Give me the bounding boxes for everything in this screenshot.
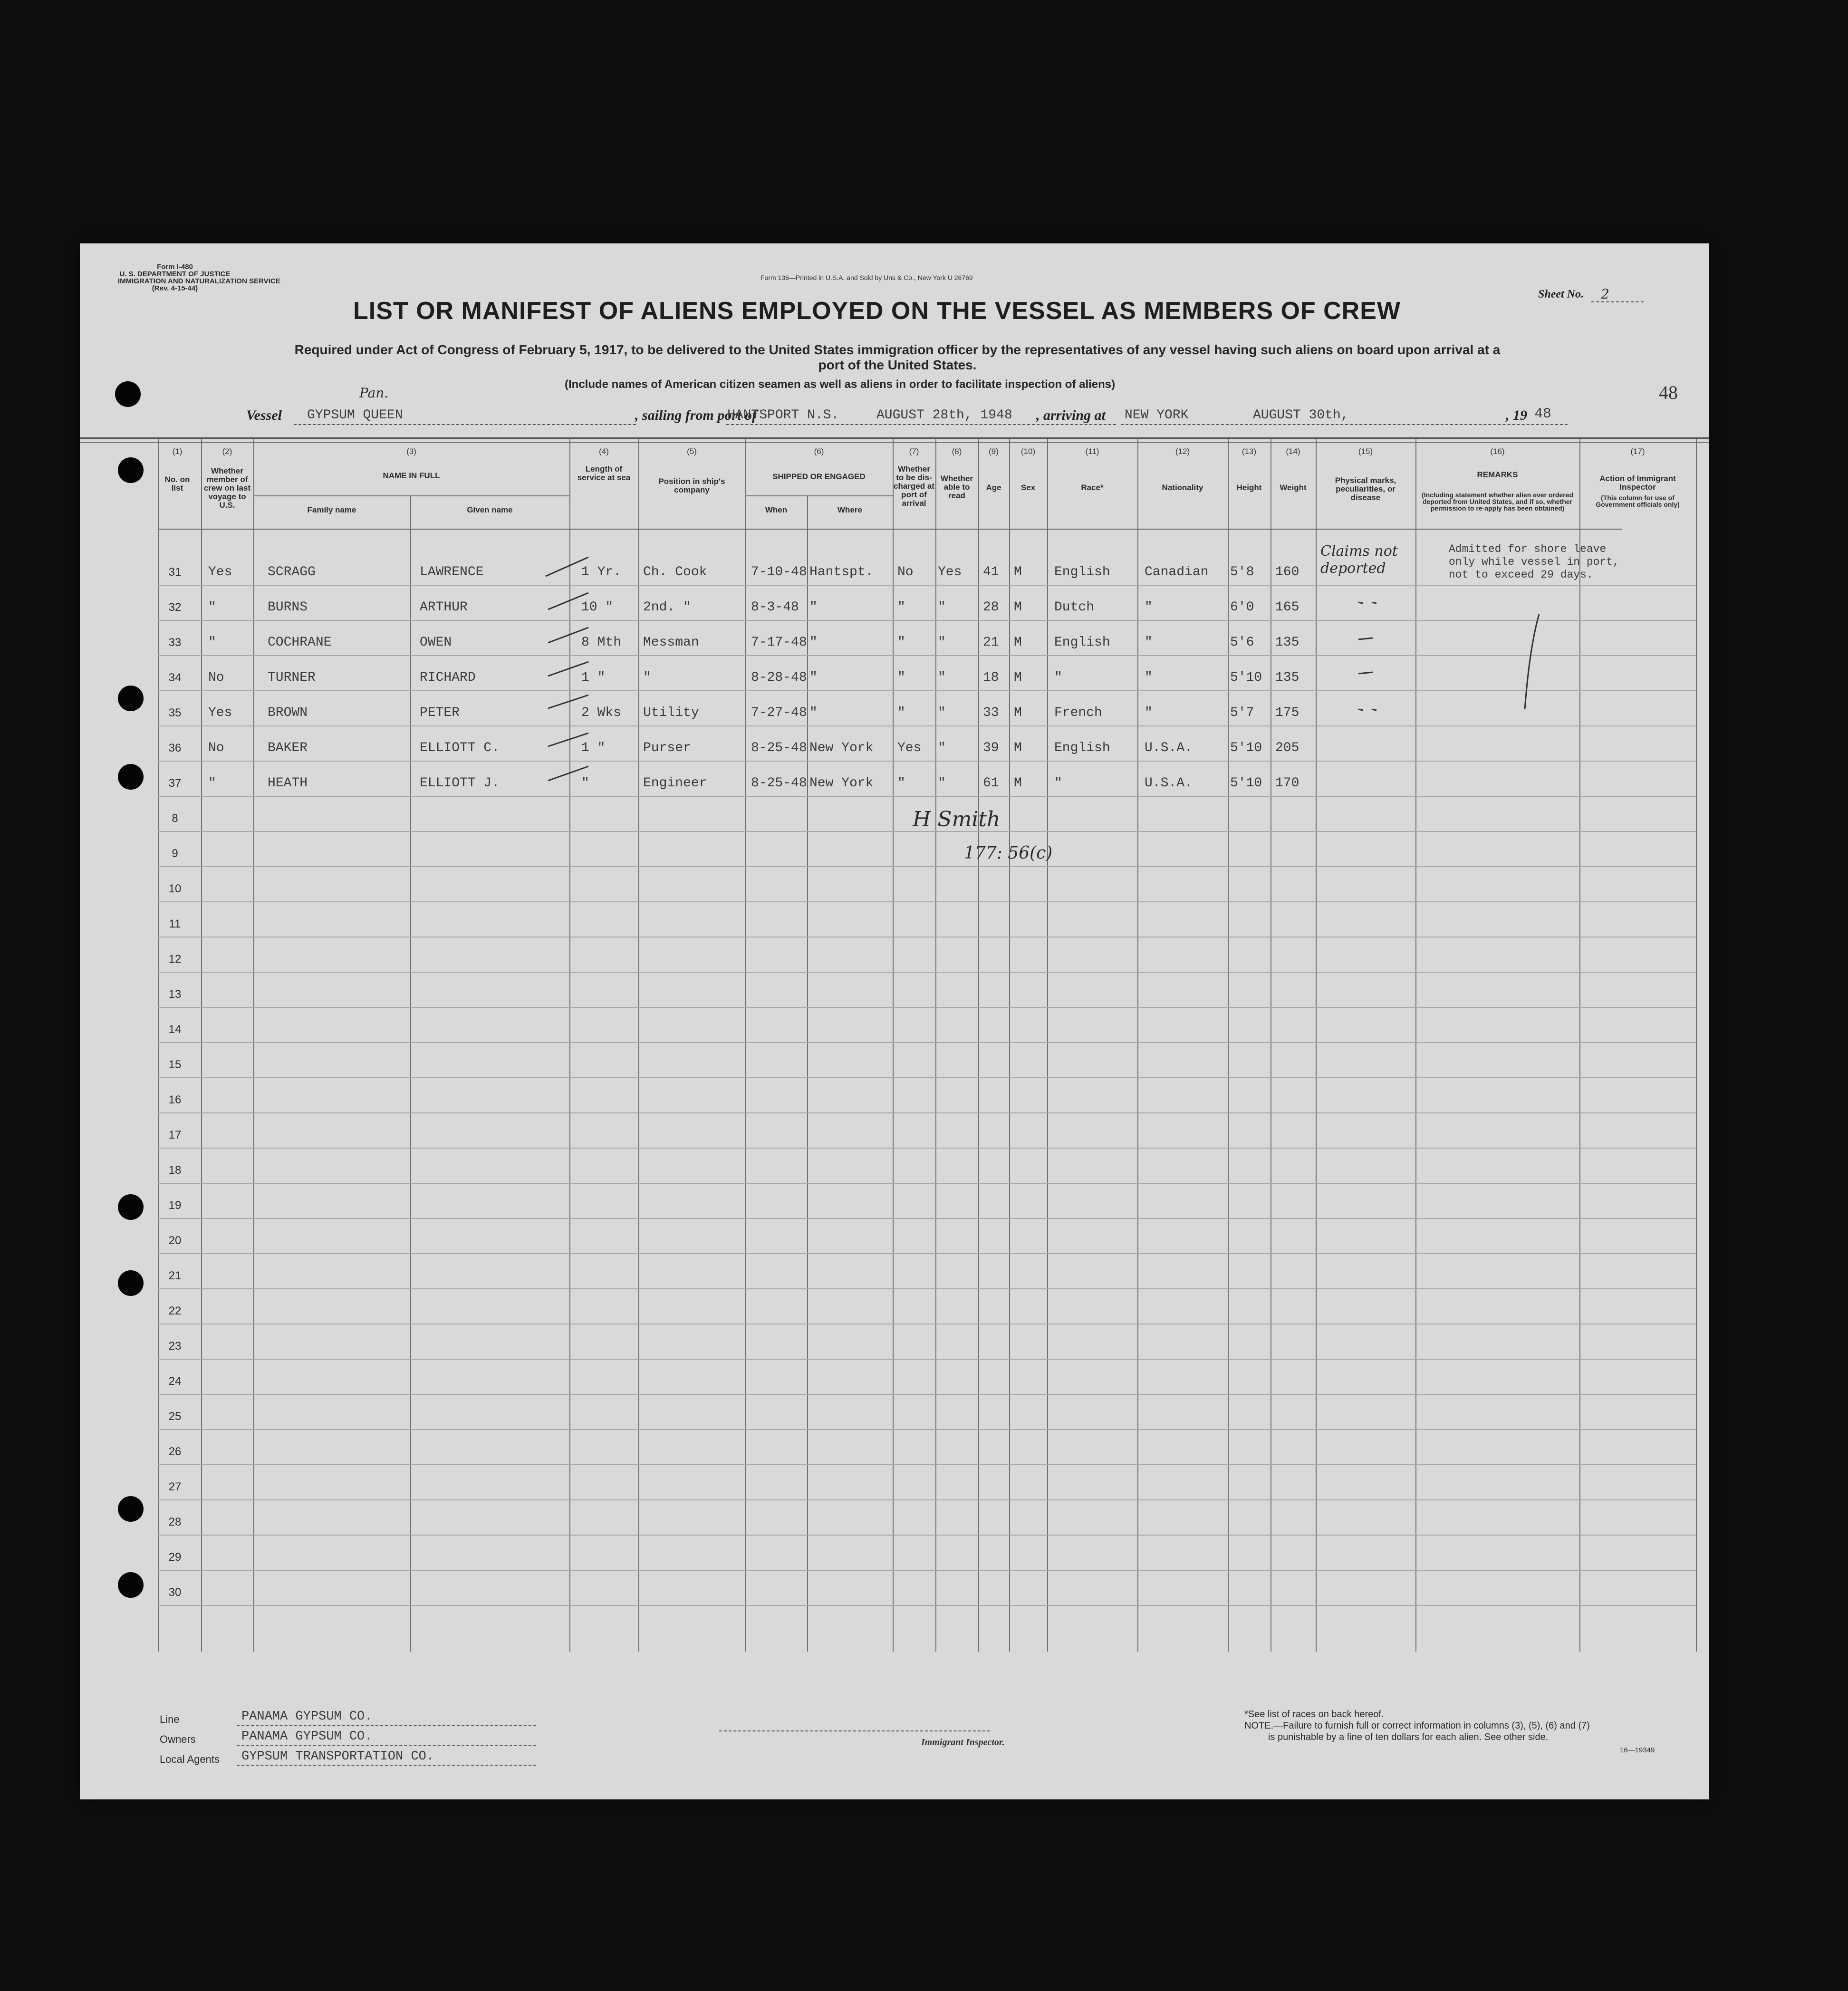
colhead-14: Weight [1280,483,1307,492]
cell-member: Yes [208,565,232,580]
cell-position: 2nd. " [643,600,691,615]
inspector-label: Immigrant Inspector. [921,1737,1005,1748]
form-number: Form I-480 [157,263,193,271]
subhead-given: Given name [467,505,513,514]
row-number: 22 [168,1305,182,1317]
inspector-signature: H Smith [913,807,1001,831]
cell-age: 21 [983,635,999,650]
cell-race: " [1054,776,1062,791]
check-mark [546,557,588,576]
cell-read: " [938,776,946,791]
check-mark [548,766,588,781]
manifest-sheet [80,243,1709,1799]
arriving-date: AUGUST 30th, [1253,408,1349,423]
cell-nationality: " [1145,670,1153,685]
row-number: 18 [168,1164,182,1177]
colhead-1: No. on list [164,475,190,493]
cell-sex: M [1014,635,1022,650]
cell-member: " [208,776,216,791]
check-mark [548,662,588,676]
penalty-note-2: is punishable by a fine of ten dollars for each alien. See other side. [1268,1732,1549,1742]
cell-read: Yes [938,565,962,580]
cell-sex: M [1014,741,1022,755]
row-number: 16 [168,1093,182,1106]
form-code: 16—19349 [1620,1746,1655,1754]
pen-stroke [1525,614,1539,709]
cell-position: Ch. Cook [643,565,707,580]
remarks-note: Admitted for shore leave only while vessel in port, not to exceed 29 days. [1449,543,1619,581]
cell-weight: 175 [1275,706,1299,720]
cell-discharged: " [897,776,905,791]
colnum-2: (2) [222,447,232,456]
colnum-6: (6) [814,447,824,456]
cell-sex: M [1014,600,1022,615]
colnum-15: (15) [1358,447,1373,456]
cell-discharged: " [897,600,905,615]
colnum-12: (12) [1175,447,1190,456]
cell-race: English [1054,565,1110,580]
page-title: LIST OR MANIFEST OF ALIENS EMPLOYED ON THE VESSEL AS MEMBERS OF CREW [353,297,1401,325]
printer-line: Form 136—Printed in U.S.A. and Sold by Uns & Co., New York U 26769 [760,274,973,281]
cell-service: 8 Mth [581,635,622,650]
cell-weight: 205 [1275,741,1299,755]
penalty-note-1: NOTE.—Failure to furnish full or correct information in columns (3), (5), (6) and (7) [1244,1720,1590,1731]
cell-race: " [1054,670,1062,685]
cell-discharged: " [897,706,905,720]
cell-service: 2 Wks [581,706,622,720]
cell-weight: 165 [1275,600,1299,615]
owners-label: Owners [160,1733,196,1745]
row-number: 34 [168,671,182,684]
inspector-line [719,1730,990,1731]
row-number: 37 [168,777,182,790]
required-line-1: Required under Act of Congress of February 5, 1917, to be delivered to the United States immigration officer by the representatives of any vessel having such aliens on board upon arrival at a [294,342,1501,357]
ditto-mark [1358,602,1376,603]
cell-nationality: " [1145,600,1153,615]
row-number: 36 [168,742,182,754]
colhead-13: Height [1236,483,1262,492]
cell-where: Hantspt. [809,565,874,580]
check-mark [548,733,588,746]
colnum-11: (11) [1085,447,1099,456]
colnum-8: (8) [952,447,962,456]
races-note: *See list of races on back hereof. [1244,1709,1384,1720]
cell-when: 8-3-48 [751,600,799,615]
cell-height: 5'10 [1230,741,1262,755]
cell-given: ELLIOTT J. [420,776,500,791]
cell-height: 5'8 [1230,565,1254,580]
row-number: 10 [168,882,182,895]
physical-marks-note: Claims not deported [1320,543,1398,577]
year-value: 48 [1534,406,1552,422]
include-note: (Include names of American citizen seamen as well as aliens in order to facilitate inspection of aliens) [565,378,1116,391]
cell-where: " [809,706,818,720]
cell-height: 5'7 [1230,706,1254,720]
cell-age: 33 [983,706,999,720]
page-number: 48 [1659,382,1678,403]
colhead-9: Age [986,483,1001,492]
row-number: 19 [168,1199,182,1212]
ditto-mark [1358,709,1376,710]
cell-nationality: Canadian [1145,565,1209,580]
cell-sex: M [1014,776,1022,791]
cell-discharged: No [897,565,914,580]
cell-age: 18 [983,670,999,685]
cell-nationality: U.S.A. [1145,776,1193,791]
colnum-1: (1) [172,447,183,456]
cell-race: English [1054,635,1110,650]
row-number: 14 [168,1023,182,1036]
cell-age: 61 [983,776,999,791]
cell-family: BROWN [268,706,308,720]
subhead-action-note: (This column for use of Government officials only) [1596,494,1680,508]
cell-when: 7-17-48 [751,635,807,650]
row-number: 32 [168,601,182,614]
year-label: , 19 [1506,407,1527,423]
row-number: 31 [168,566,182,579]
owners-value: PANAMA GYPSUM CO. [241,1730,373,1744]
cell-age: 41 [983,565,999,580]
cell-height: 5'6 [1230,635,1254,650]
row-number: 29 [168,1551,182,1564]
pen-marks [80,243,1709,1799]
cell-given: ARTHUR [420,600,468,615]
cell-family: HEATH [268,776,308,791]
cell-where: New York [809,741,874,755]
cell-read: " [938,741,946,755]
cell-member: No [208,741,224,755]
service: IMMIGRATION AND NATURALIZATION SERVICE [118,277,280,285]
row-number: 35 [168,706,182,719]
check-mark [548,593,588,609]
line-value: PANAMA GYPSUM CO. [241,1710,373,1724]
cell-given: ELLIOTT C. [420,741,500,755]
reference-number: 177: 56(c) [964,843,1053,863]
cell-weight: 135 [1275,635,1299,650]
colhead-17: Action of Immigrant Inspector [1599,474,1676,492]
cell-member: " [208,600,216,615]
row-number: 12 [168,953,182,966]
colnum-3: (3) [406,447,416,456]
colhead-2: Whether member of crew on last voyage to U.S. [203,466,251,510]
colnum-10: (10) [1020,447,1036,456]
cell-member: Yes [208,706,232,720]
row-number: 27 [168,1480,182,1493]
cell-service: 1 Yr. [581,565,622,580]
cell-service: " [581,776,589,791]
cell-read: " [938,635,946,650]
cell-member: " [208,635,216,650]
cell-discharged: " [897,670,905,685]
cell-height: 5'10 [1230,776,1262,791]
cell-weight: 160 [1275,565,1299,580]
cell-nationality: " [1145,635,1153,650]
cell-given: OWEN [420,635,452,650]
colhead-3: NAME IN FULL [383,471,440,480]
sailing-label: , sailing from port of [635,407,757,423]
cell-sex: M [1014,565,1022,580]
row-number: 23 [168,1340,182,1353]
row-number: 8 [172,812,178,825]
cell-position: Engineer [643,776,707,791]
cell-where: " [809,600,818,615]
cell-when: 8-25-48 [751,741,807,755]
row-number: 17 [168,1129,182,1141]
cell-when: 8-25-48 [751,776,807,791]
arriving-label: , arriving at [1036,407,1106,423]
cell-member: No [208,670,224,685]
sailing-port: HANTSPORT N.S. [727,408,839,423]
colhead-5: Position in ship's company [658,477,725,494]
colhead-8: Whether able to read [941,474,973,500]
cell-service: 1 " [581,741,606,755]
row-number: 11 [169,918,181,930]
agents-underline [237,1765,536,1766]
cell-age: 39 [983,741,999,755]
row-number: 20 [168,1234,182,1247]
cell-when: 8-28-48 [751,670,807,685]
cell-given: RICHARD [420,670,476,685]
cell-position: Utility [643,706,699,720]
vessel-label: Vessel [246,407,282,423]
row-number: 21 [168,1269,182,1282]
cell-read: " [938,670,946,685]
cell-weight: 135 [1275,670,1299,685]
row-number: 25 [168,1410,182,1423]
cell-race: English [1054,741,1110,755]
colnum-9: (9) [989,447,999,456]
cell-race: French [1054,706,1102,720]
subhead-family: Family name [307,505,356,514]
colhead-15: Physical marks, peculiarities, or disease [1335,476,1396,502]
cell-where: " [809,670,818,685]
agents-value: GYPSUM TRANSPORTATION CO. [241,1749,434,1764]
row-number: 24 [168,1375,182,1388]
colhead-12: Nationality [1162,483,1203,492]
revision: (Rev. 4-15-44) [152,284,198,292]
ditto-mark [1358,638,1373,639]
cell-given: PETER [420,706,460,720]
cell-height: 5'10 [1230,670,1262,685]
sheet-number: 2 [1601,286,1609,302]
cell-race: Dutch [1054,600,1095,615]
subhead-when: When [765,505,788,514]
colhead-16: REMARKS [1477,470,1518,479]
sailing-date: AUGUST 28th, 1948 [876,408,1012,423]
cell-family: BURNS [268,600,308,615]
cell-family: TURNER [268,670,316,685]
agents-label: Local Agents [160,1753,220,1765]
cell-position: Purser [643,741,691,755]
row-number: 26 [168,1445,182,1458]
colnum-14: (14) [1286,447,1300,456]
line-label: Line [160,1713,180,1725]
row-number: 33 [168,636,182,649]
check-mark [548,695,588,708]
colnum-5: (5) [687,447,697,456]
colnum-13: (13) [1242,447,1257,456]
cell-weight: 170 [1275,776,1299,791]
colnum-4: (4) [599,447,609,456]
cell-read: " [938,600,946,615]
row-number: 30 [168,1586,182,1599]
cell-read: " [938,706,946,720]
cell-position: " [643,670,651,685]
colnum-16: (16) [1490,447,1505,456]
cell-family: BAKER [268,741,308,755]
subhead-where: Where [837,505,862,514]
sheet-label: Sheet No. [1538,288,1584,300]
cell-family: SCRAGG [268,565,316,580]
line-underline [237,1725,536,1726]
cell-sex: M [1014,670,1022,685]
cell-service: 1 " [581,670,606,685]
required-line-2: port of the United States. [818,358,977,372]
row-number: 15 [168,1058,182,1071]
colhead-4: Length of service at sea [577,464,631,482]
row-number: 13 [168,988,182,1001]
cell-where: " [809,635,818,650]
row-number: 9 [172,847,178,860]
cell-when: 7-10-48 [751,565,807,580]
colhead-7: Whether to be dis-charged at port of arrival [894,464,934,508]
vessel-name: GYPSUM QUEEN [307,408,403,423]
row-number: 28 [168,1516,182,1528]
colnum-17: (17) [1630,447,1645,456]
colhead-11: Race* [1081,483,1104,492]
cell-discharged: " [897,635,905,650]
cell-family: COCHRANE [268,635,332,650]
cell-sex: M [1014,706,1022,720]
cell-when: 7-27-48 [751,706,807,720]
cell-discharged: Yes [897,741,922,755]
vessel-flag: Pan. [359,385,389,401]
cell-given: LAWRENCE [420,565,484,580]
cell-nationality: " [1145,706,1153,720]
cell-position: Messman [643,635,699,650]
cell-nationality: U.S.A. [1145,741,1193,755]
colnum-7: (7) [909,447,919,456]
subhead-remarks-note: (Including statement whether alien ever ordered deported from United States, and if so, whether permission to re-apply has been obtained) [1422,491,1573,512]
arriving-port: NEW YORK [1125,408,1189,423]
cell-height: 6'0 [1230,600,1254,615]
cell-where: New York [809,776,874,791]
colhead-10: Sex [1020,483,1036,492]
colhead-6: SHIPPED OR ENGAGED [772,472,866,481]
owners-underline [237,1745,536,1746]
department: U. S. DEPARTMENT OF JUSTICE [119,270,231,278]
cell-age: 28 [983,600,999,615]
cell-service: 10 " [581,600,614,615]
check-mark [548,628,588,643]
ditto-mark [1358,672,1373,674]
